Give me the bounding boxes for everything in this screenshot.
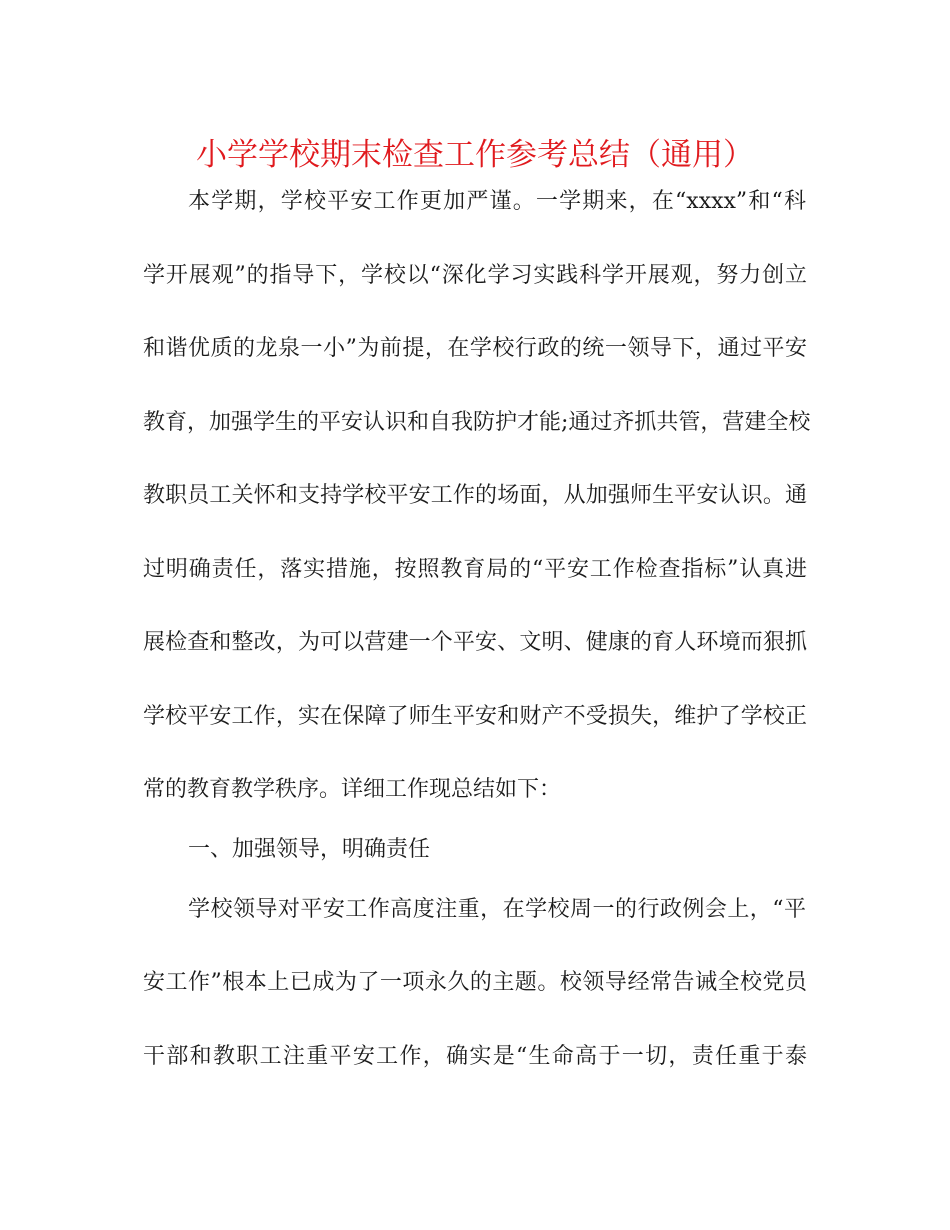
- paragraph-line: 教育，加强学生的平安认识和自我防护才能;通过齐抓共管，营建全校: [143, 410, 811, 435]
- paragraph-line: 过明确责任，落实措施，按照教育局的“平安工作检查指标”认真进: [143, 557, 807, 582]
- paragraph-line: 和谐优质的龙泉一小”为前提，在学校行政的统一领导下，通过平安: [143, 336, 807, 361]
- paragraph-line: 学校领导对平安工作高度注重，在学校周一的行政例会上，“平: [188, 897, 806, 922]
- paragraph-line: 教职员工关怀和支持学校平安工作的场面，从加强师生平安认识。通: [143, 483, 807, 508]
- paragraph-line: 本学期，学校平安工作更加严谨。一学期来，在“xxxx”和“科: [188, 189, 806, 214]
- document-title: 小学学校期末检查工作参考总结（通用）: [196, 137, 754, 173]
- paragraph-line: 学校平安工作，实在保障了师生平安和财产不受损失，维护了学校正: [143, 704, 807, 729]
- paragraph-line: 展检查和整改，为可以营建一个平安、文明、健康的育人环境而狠抓: [143, 630, 807, 655]
- paragraph-line: 安工作”根本上已成为了一项永久的主题。校领导经常告诫全校党员: [143, 970, 807, 995]
- section-heading: 一、加强领导，明确责任: [188, 837, 431, 862]
- paragraph-line: 干部和教职工注重平安工作，确实是“生命高于一切，责任重于泰: [143, 1044, 807, 1069]
- paragraph-line: 常的教育教学秩序。详细工作现总结如下：: [143, 777, 562, 802]
- paragraph-line: 学开展观”的指导下，学校以“深化学习实践科学开展观，努力创立: [143, 263, 807, 288]
